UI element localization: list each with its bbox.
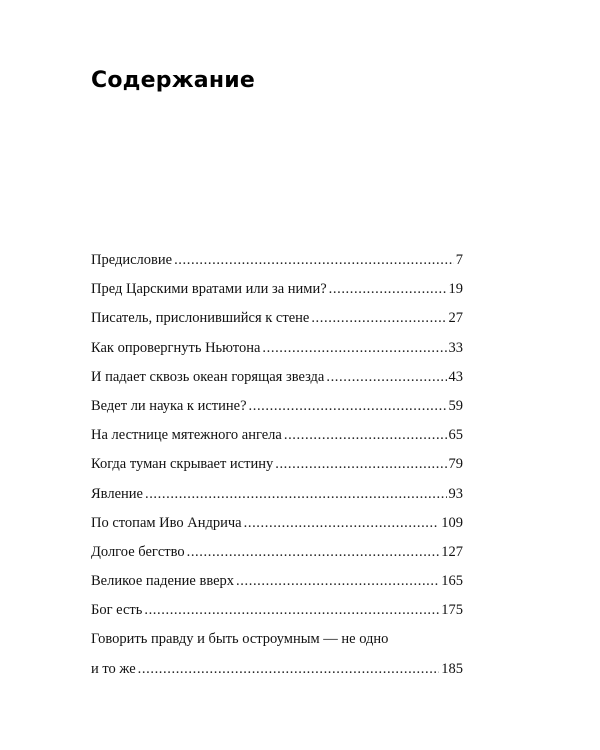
table-of-contents [91, 246, 463, 684]
toc-entry[interactable] [91, 363, 463, 392]
toc-leader-dots [329, 275, 447, 304]
toc-entry[interactable] [91, 421, 463, 450]
toc-leader-dots [249, 392, 447, 421]
toc-page-number: 43 [448, 368, 463, 385]
toc-leader-dots [284, 421, 447, 450]
toc-entry[interactable] [91, 334, 463, 363]
toc-leader-dots [262, 334, 446, 363]
toc-entry-title: По стопам Иво Андрича [91, 514, 242, 531]
toc-leader-dots [145, 480, 447, 509]
toc-page-number: 165 [441, 573, 463, 590]
toc-entry[interactable] [91, 625, 463, 683]
toc-entry-title: Как опровергнуть Ньютона [91, 339, 261, 356]
toc-page-number: 79 [448, 456, 463, 473]
toc-page-number: 7 [455, 252, 463, 268]
toc-entry[interactable] [91, 392, 463, 421]
toc-page-number: 175 [441, 602, 463, 619]
toc-leader-dots [144, 596, 439, 625]
toc-entry-title-line2: и то же [91, 660, 136, 677]
toc-entry-title: Бог есть [91, 602, 143, 619]
toc-entry[interactable] [91, 304, 463, 333]
toc-leader-dots [244, 509, 440, 538]
toc-page-number: 93 [448, 485, 463, 502]
toc-entry-title: Долгое бегство [91, 543, 185, 560]
toc-entry[interactable] [91, 509, 463, 538]
toc-leader-dots [236, 567, 439, 596]
toc-entry-title: Писатель, прислонившийся к стене [91, 310, 310, 327]
toc-entry-title: И падает сквозь океан горящая звезда [91, 368, 325, 385]
toc-entry[interactable] [91, 450, 463, 479]
toc-entry[interactable] [91, 567, 463, 596]
toc-entry-title: На лестнице мятежного ангела [91, 427, 282, 444]
toc-entry-title: Пред Царскими вратами или за ними? [91, 281, 327, 298]
toc-entry-title: Явление [91, 485, 143, 502]
toc-leader-dots [138, 655, 440, 684]
toc-page-number: 127 [441, 543, 463, 560]
toc-page-number: 185 [441, 660, 463, 677]
toc-entry-title: Великое падение вверх [91, 573, 235, 590]
toc-entry-title-line1: Говорить правду и быть остроумным — не одно [91, 631, 389, 648]
page-title: Содержание [91, 68, 255, 93]
toc-leader-dots [187, 538, 440, 567]
toc-page-number: 19 [448, 281, 463, 298]
toc-entry-title: Когда туман скрывает истину [91, 456, 274, 473]
toc-page-number: 59 [448, 397, 463, 414]
toc-page-number: 65 [448, 427, 463, 444]
toc-entry[interactable] [91, 480, 463, 509]
toc-entry-title: Предисловие [91, 252, 173, 268]
toc-leader-dots [174, 246, 454, 275]
toc-entry[interactable] [91, 538, 463, 567]
toc-entry[interactable] [91, 246, 463, 275]
toc-leader-dots [275, 450, 446, 479]
toc-entry-title: Ведет ли наука к истине? [91, 397, 247, 414]
toc-page-number: 109 [441, 514, 463, 531]
toc-leader-dots [326, 363, 446, 392]
toc-leader-dots [311, 304, 446, 333]
toc-page-number: 27 [448, 310, 463, 327]
toc-entry[interactable] [91, 275, 463, 304]
toc-entry[interactable] [91, 596, 463, 625]
toc-page-number: 33 [448, 339, 463, 356]
